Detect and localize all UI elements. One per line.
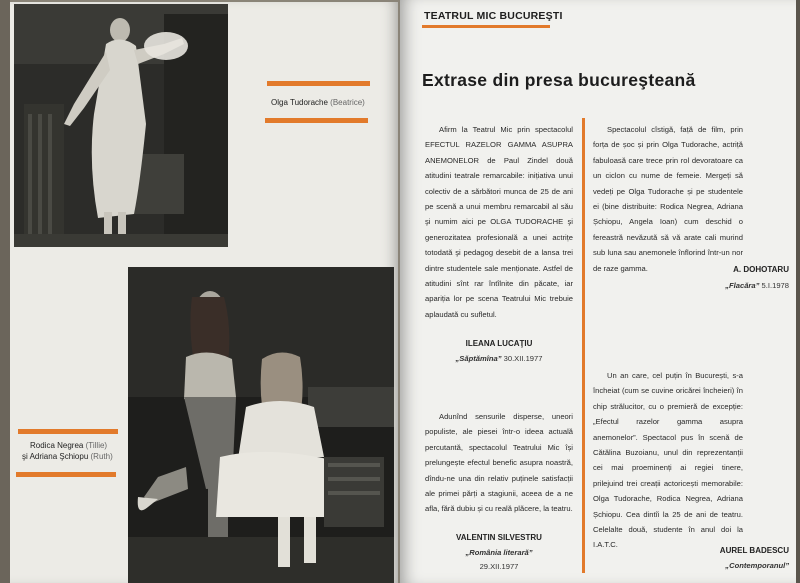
photo-rodica-adriana: [128, 267, 394, 583]
caption-adriana-name: Adriana Şchiopu: [29, 452, 89, 461]
article-2-text: Adunînd sensurile disperse, uneori populiste, ale piesei într-o ideea actuală percutantă, spectacolul Teatrului Mic își prelungește efectul benefic asupra noastră, dîndu-ne una din relativ puținele satisfacții ale primei părți a stagiunii, aceea de a ne afla, fără dubiu și cu reală plăcere, la teatru.: [425, 412, 573, 514]
page-headline: Extrase din presa bucureşteană: [422, 70, 696, 90]
article-2-source: [425, 548, 573, 557]
article-1-date: 30.XII.1977: [503, 354, 543, 363]
article-3-publication: „Flacăra”: [725, 281, 760, 290]
article-3-source: [593, 281, 789, 290]
caption-olga-name: Olga Tudorache: [271, 98, 328, 107]
article-4-publication: „Contemporanul”: [725, 561, 789, 570]
article-1-text: Afirm la Teatrul Mic prin spectacolul EFECTUL RAZELOR GAMMA ASUPRA ANEMONELOR de Paul Zindel două atitudini teatrale remarcabile: inițiativa unui colectiv de a sărbători munca de 25 de ani pe scenă a unui membru remarcabil al său şi numim aici pe OLGA TUDORACHE şi generozitatea profesională a unei actrițe totodată şi pedagog desebit de a lansa trei dintre studentele sale menționate. Astfel de atitudini sînt rar întîlnite din păcate, iar apariția lor pe scena Teatrului Mic trebuie aplaudată cu sufletul.: [425, 125, 573, 319]
article-3-author: A. DOHOTARU: [733, 265, 789, 274]
caption-si: şi: [22, 452, 28, 461]
article-2-publication: „România literară”: [465, 548, 533, 557]
article-1-author: ILEANA LUCAŢIU: [465, 339, 533, 348]
column-divider: [582, 118, 585, 573]
theatre-name: TEATRUL MIC BUCUREŞTI: [424, 10, 563, 22]
article-2-author: VALENTIN SILVESTRU: [456, 533, 542, 542]
caption-olga: [271, 98, 365, 107]
caption-rodica-name: Rodica Negrea: [30, 441, 84, 450]
caption-rule-bottom-2: [16, 472, 116, 477]
caption-rule-bottom-1: [265, 118, 368, 123]
article-1-source: [425, 354, 573, 363]
article-1-publication: „Săptămîna”: [455, 354, 502, 363]
book-edge-left: [0, 0, 10, 583]
article-3-text: Spectacolul cîstigă, față de film, prin forța de șoc și prin Olga Tudorache, actriță fabuloasă care trece prin rol devoratoare ca un ciclon cu nume de femeie. Mergeți să vedeți pe Olga Tudorache și pe studentele ei (bine distribuite: Rodica Negrea, Adriana Șchiopu, Angela Ioan) cum deschid o fereastră nevăzută să vă arate cali murind sub luna sau anemonele înflorind într-un nor de raze gamma.: [593, 125, 743, 273]
article-4-source: [593, 561, 789, 570]
caption-adriana-role: (Ruth): [90, 452, 113, 461]
book-edge-right: [796, 0, 800, 583]
article-3-date: 5.I.1978: [761, 281, 789, 290]
article-4-author: AUREL BADESCU: [719, 546, 789, 555]
article-2-date: 29.XII.1977: [479, 562, 519, 571]
article-4-text: Un an care, cel puțin în București, s-a încheiat (cum se cuvine oricărei încheieri) în chip strălucitor, cu o premieră de excepție: „Efectul razelor gamma asupra anemonelor”. Spectacol pus în scenă de Cătălina Buzoianu, unul din reprezentanții cei mai proeminenți ai regiei tinere, prilejuind trei creații actoricești memorabile: Olga Tudorache, Rodica Negrea, Adriana Șchiopu. Cea dintîi la 25 de ani de teatru. Celelalte două, studente în anul doi la I.A.T.C.: [593, 371, 743, 550]
caption-rule-top-1: [267, 81, 370, 86]
caption-rodica-role: (Tillie): [85, 441, 108, 450]
caption-olga-role: (Beatrice): [330, 98, 365, 107]
theatre-rule: [422, 25, 550, 28]
photo-olga-tudorache: [14, 4, 228, 247]
caption-rule-top-2: [18, 429, 118, 434]
caption-rodica-adriana: [22, 440, 113, 462]
